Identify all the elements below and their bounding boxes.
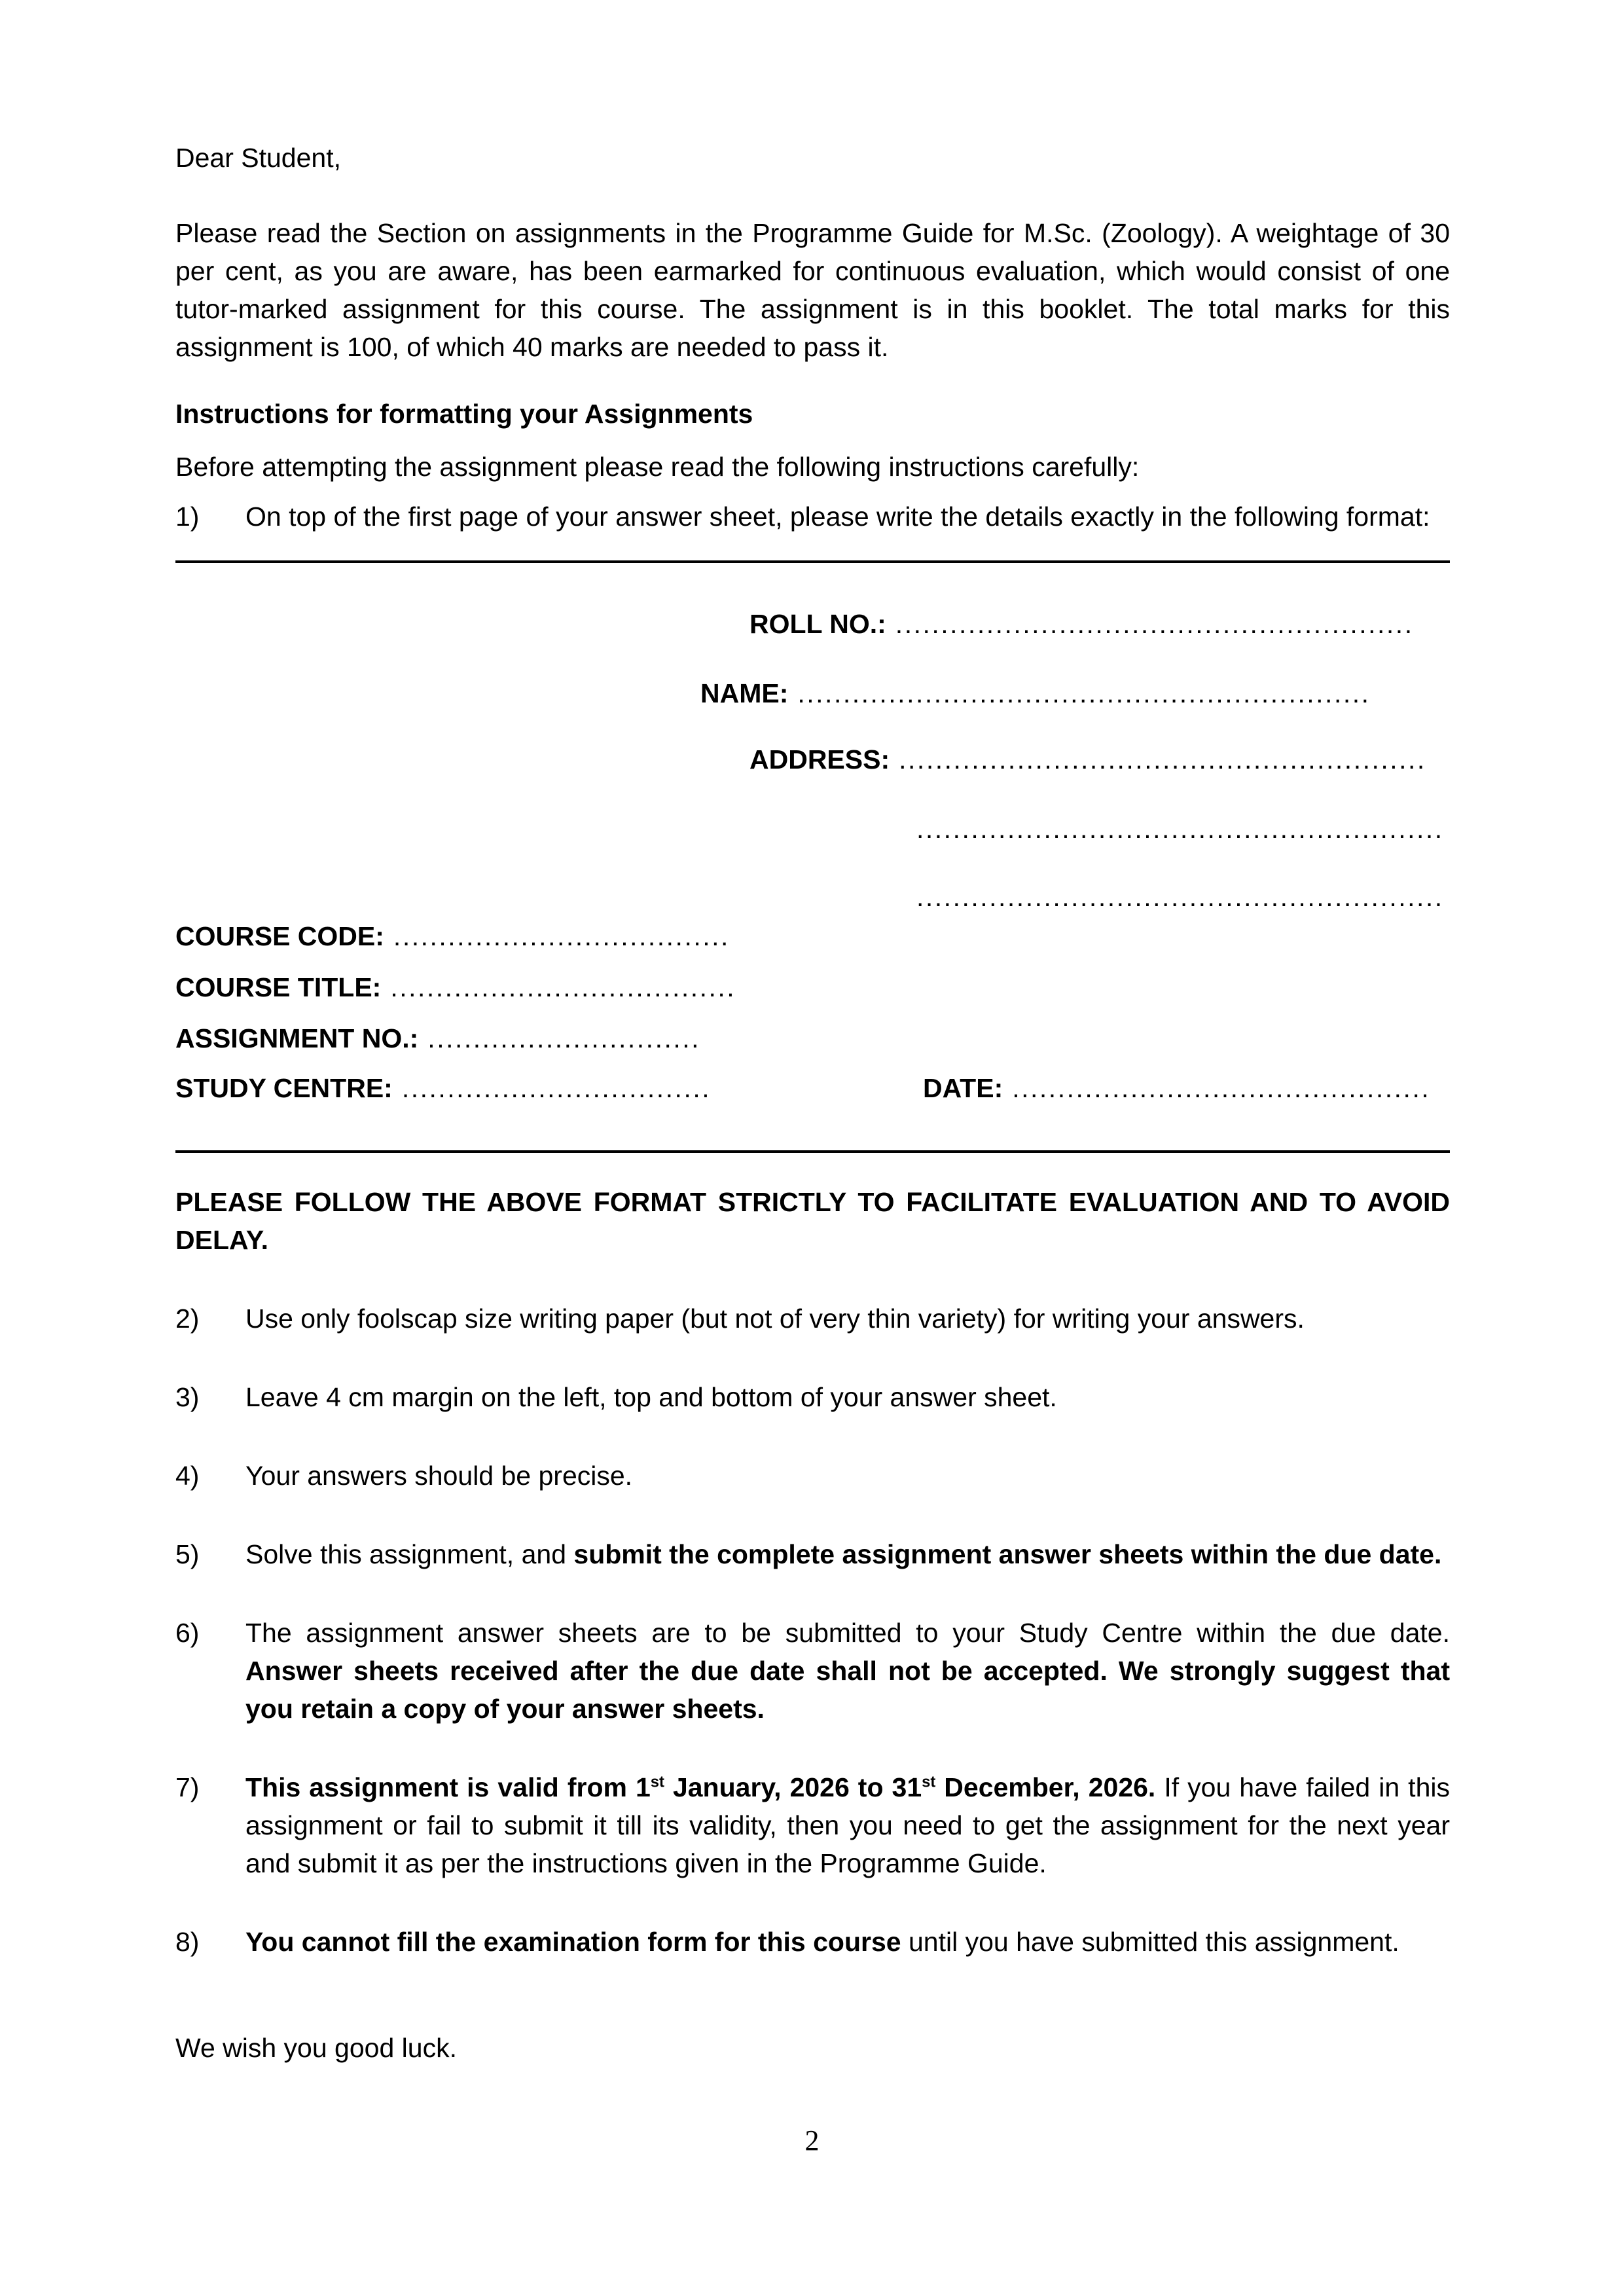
study-centre-label: STUDY CENTRE: [175, 1073, 393, 1103]
date-label: DATE: [923, 1073, 1003, 1103]
item-text: Leave 4 cm margin on the left, top and bottom of your answer sheet. [245, 1382, 1057, 1412]
roll-no-dotted-line: ......................................................... [895, 609, 1414, 639]
instructions-heading: Instructions for formatting your Assignments [175, 399, 753, 429]
item-text: Your answers should be precise. [245, 1461, 633, 1491]
item-text: On top of the first page of your answer sheet, please write the details exactly in the following format: [245, 501, 1430, 532]
item-text: The assignment answer sheets are to be submitted to your Study Centre within the due date. Answer sheets received after the due date shall not be accepted. We strongly suggest that you retain a copy of your answer sheets. [245, 1618, 1450, 1724]
address-dotted-line: .......................................................... [899, 744, 1426, 774]
address-continuation-row-1 [916, 810, 1450, 848]
instruction-item-6 [175, 1614, 1450, 1728]
course-title-dotted-line: ...................................... [390, 972, 736, 1002]
item-number: 1) [175, 501, 200, 532]
course-code-row [175, 917, 1450, 955]
address-label: ADDRESS: [749, 744, 890, 774]
assignment-no-label: ASSIGNMENT NO.: [175, 1023, 419, 1053]
item-number: 8) [175, 1927, 200, 1957]
item-number: 3) [175, 1382, 200, 1412]
item-number: 4) [175, 1461, 200, 1491]
item-text: You cannot fill the examination form for this course until you have submitted this assignment. [245, 1927, 1399, 1957]
instructions-lead: Before attempting the assignment please read the following instructions carefully: [175, 452, 1140, 482]
address-dotted-line-2: .......................................................... [916, 814, 1444, 844]
address-dotted-line-3: .......................................................... [916, 882, 1444, 912]
page-number: 2 [804, 2124, 820, 2157]
course-code-label: COURSE CODE: [175, 921, 384, 951]
item-text: Solve this assignment, and submit the complete assignment answer sheets within the due date. [245, 1539, 1442, 1569]
address-continuation-row-2 [916, 878, 1450, 916]
study-centre-date-row [175, 1069, 1450, 1107]
instruction-item-7 [175, 1768, 1450, 1882]
address-row [749, 740, 1450, 778]
instruction-item-2 [175, 1300, 1450, 1338]
name-dotted-line: ............................................................... [797, 678, 1371, 708]
intro-paragraph: Please read the Section on assignments in the Programme Guide for M.Sc. (Zoology). A weightage of 30 per cent, as you are aware, has been earmarked for continuous evaluation, which would consist of one tutor-marked assignment for this course. The assignment is in this booklet. The total marks for this assignment is 100, of which 40 marks are needed to pass it. [175, 218, 1450, 362]
item-text: Use only foolscap size writing paper (but not of very thin variety) for writing your answers. [245, 1303, 1305, 1334]
closing-line: We wish you good luck. [175, 2033, 457, 2063]
date-dotted-line: .............................................. [1012, 1073, 1431, 1103]
study-centre-cell [175, 1069, 776, 1107]
name-row [700, 674, 1450, 712]
answer-sheet-format-form [175, 605, 1450, 1107]
page-content [175, 139, 1450, 2067]
salutation: Dear Student, [175, 143, 341, 173]
course-title-label: COURSE TITLE: [175, 972, 382, 1002]
item-number: 6) [175, 1618, 200, 1648]
assignment-no-row [175, 1019, 1450, 1057]
assignment-no-dotted-line: .............................. [427, 1023, 701, 1053]
instruction-item-4 [175, 1457, 1450, 1495]
divider-line-top [175, 560, 1450, 563]
instruction-item-3 [175, 1378, 1450, 1416]
divider-line-bottom [175, 1150, 1450, 1153]
name-label: NAME: [700, 678, 789, 708]
instruction-item-8 [175, 1923, 1450, 1961]
item-text: This assignment is valid from 1st January, 2026 to 31st December, 2026. If you have failed in this assignment or fail to submit it till its validity, then you need to get the assignment for the next year and submit it as per the instructions given in the Programme Guide. [245, 1772, 1450, 1878]
instruction-item-1 [175, 498, 1450, 536]
item-number: 7) [175, 1772, 200, 1802]
item-number: 5) [175, 1539, 200, 1569]
study-centre-dotted-line: .................................. [401, 1073, 712, 1103]
format-notice: PLEASE FOLLOW THE ABOVE FORMAT STRICTLY TO FACILITATE EVALUATION AND TO AVOID DELAY. [175, 1187, 1450, 1255]
course-code-dotted-line: ..................................... [393, 921, 730, 951]
roll-no-row [749, 605, 1450, 643]
instruction-item-5 [175, 1535, 1450, 1573]
course-title-row [175, 968, 1450, 1006]
roll-no-label: ROLL NO.: [749, 609, 886, 639]
date-cell [923, 1069, 1430, 1107]
item-number: 2) [175, 1303, 200, 1334]
